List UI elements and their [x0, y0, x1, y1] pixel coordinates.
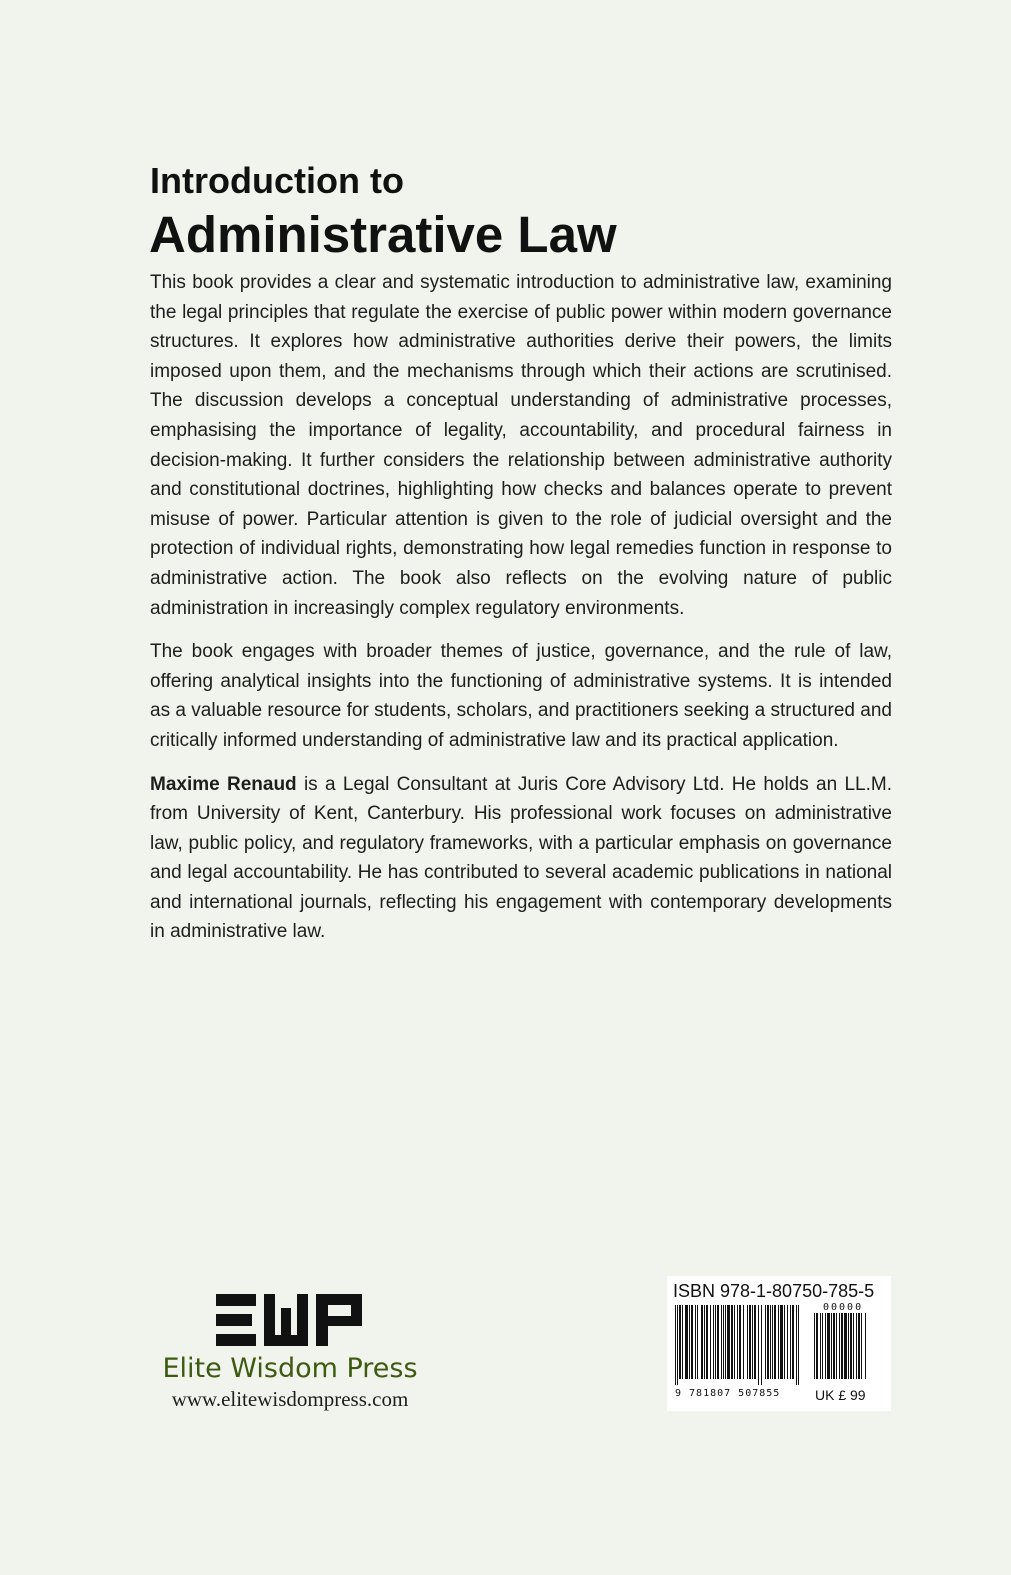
author-bio — [150, 770, 892, 948]
barcode-bar — [833, 1313, 835, 1379]
barcode-bar — [772, 1305, 773, 1379]
barcode-bar — [675, 1305, 676, 1385]
barcode-bar — [721, 1305, 722, 1379]
barcode-bar — [689, 1305, 690, 1379]
barcode-bar — [706, 1305, 708, 1379]
barcode-bar — [858, 1313, 860, 1379]
book-subtitle: Introduction to — [150, 160, 404, 201]
barcode-digits: 9 781807 507855 — [675, 1388, 781, 1399]
barcode-bar — [715, 1305, 716, 1379]
barcode-bar — [747, 1305, 748, 1379]
barcode-bar — [848, 1313, 849, 1379]
barcode-bar — [816, 1313, 818, 1379]
price-label: UK £ 99 — [815, 1387, 866, 1403]
barcode-bar — [749, 1305, 751, 1379]
barcode-bar — [761, 1305, 762, 1385]
barcode-bar — [814, 1313, 815, 1379]
barcode-bar — [787, 1305, 788, 1379]
back-cover-text — [150, 268, 892, 961]
publisher-name: Elite Wisdom Press — [162, 1353, 418, 1384]
barcode-bar — [856, 1313, 857, 1379]
barcode-bar — [850, 1313, 852, 1379]
publisher-block — [148, 1290, 432, 1412]
barcode-bar — [679, 1305, 681, 1379]
barcode-bar — [717, 1305, 719, 1379]
description-paragraph-1: This book provides a clear and systematic introduction to administrative law, examining the legal principles that regulate the exercise of public power within modern governance structures. It explores how administrative authorities derive their powers, the limits imposed upon them, and the mechanisms through which their actions are scrutinised. The discussion develops a conceptual understanding of administrative processes, emphasising the importance of legality, accountability, and procedural fairness in decision-making. It further considers the relationship between administrative authority and constitutional doctrines, highlighting how checks and balances operate to prevent misuse of power. Particular attention is given to the role of judicial oversight and the protection of individual rights, demonstrating how legal remedies function in response to administrative action. The book also reflects on the evolving nature of public administration in increasingly complex regulatory environments. — [150, 272, 892, 619]
barcode-bar — [677, 1305, 678, 1385]
isbn-number: ISBN 978-1-80750-785-5 — [673, 1281, 875, 1301]
barcode-bar — [853, 1313, 854, 1379]
publisher-url: www.elitewisdompress.com — [171, 1387, 409, 1411]
barcode-bar — [767, 1305, 769, 1379]
barcode-bar — [713, 1305, 714, 1379]
barcode-bar — [836, 1313, 837, 1379]
barcode-bar — [784, 1305, 785, 1379]
book-title: Administrative Law — [149, 206, 617, 263]
barcode-bar — [792, 1305, 794, 1379]
barcode-bar — [790, 1305, 791, 1379]
barcode-bar — [743, 1305, 744, 1379]
barcode-bar — [770, 1305, 771, 1379]
barcode-bar — [825, 1313, 826, 1379]
barcode-bar — [822, 1313, 823, 1379]
barcode-bar — [798, 1305, 799, 1385]
barcode-bar — [865, 1313, 866, 1379]
barcode-bar — [774, 1305, 776, 1379]
barcode-bar — [765, 1305, 766, 1379]
barcode-bar — [731, 1305, 733, 1379]
barcode-bar — [725, 1305, 726, 1379]
barcode-bar — [701, 1305, 703, 1379]
publisher-logo-icon — [216, 1294, 364, 1348]
barcode-bar — [704, 1305, 705, 1379]
barcode-bar — [778, 1305, 779, 1379]
barcode-bar — [754, 1305, 756, 1379]
author-bio-text: is a Legal Consultant at Juris Core Advisory Ltd. He holds an LL.M. from University of Kent, Canterbury. His professional work focuses on administrative law, public policy, and regulatory frameworks, with a particular emphasis on governance and legal accountability. He has contributed to several academic publications in national and international journals, reflecting his engagement with contemporary developments in administrative law. — [150, 773, 892, 943]
barcode-bar — [758, 1305, 759, 1385]
barcode-bar — [723, 1305, 724, 1379]
barcode-icon — [675, 1305, 809, 1387]
barcode-bar — [841, 1313, 843, 1379]
barcode-bar — [839, 1313, 840, 1379]
barcode-bar — [796, 1305, 797, 1385]
barcode-bar — [737, 1305, 738, 1379]
barcode-bar — [734, 1305, 735, 1379]
barcode-bar — [827, 1313, 830, 1379]
barcode-bar — [780, 1305, 783, 1379]
barcode-addon-icon — [814, 1313, 876, 1385]
barcode-bar — [739, 1305, 741, 1379]
barcode-bar — [861, 1313, 862, 1379]
barcode-bar — [820, 1313, 821, 1379]
barcode-bar — [831, 1313, 832, 1379]
barcode-bar — [844, 1313, 847, 1379]
barcode-bar — [685, 1305, 688, 1379]
barcode-panel — [667, 1276, 891, 1411]
barcode-bar — [752, 1305, 753, 1379]
author-name: Maxime Renaud — [150, 773, 297, 795]
description-paragraph-2: The book engages with broader themes of justice, governance, and the rule of law, offering analytical insights into the functioning of administrative systems. It is intended as a valuable resource for students, scholars, and practitioners seeking a structured and critically informed understanding of administrative law and its practical application. — [150, 641, 892, 751]
barcode-addon-digits: 00000 — [823, 1302, 864, 1313]
barcode-bar — [710, 1305, 711, 1379]
barcode-bar — [682, 1305, 683, 1379]
barcode-bar — [695, 1305, 696, 1379]
barcode-bar — [691, 1305, 693, 1379]
barcode-bar — [697, 1305, 698, 1379]
barcode-bar — [727, 1305, 730, 1379]
